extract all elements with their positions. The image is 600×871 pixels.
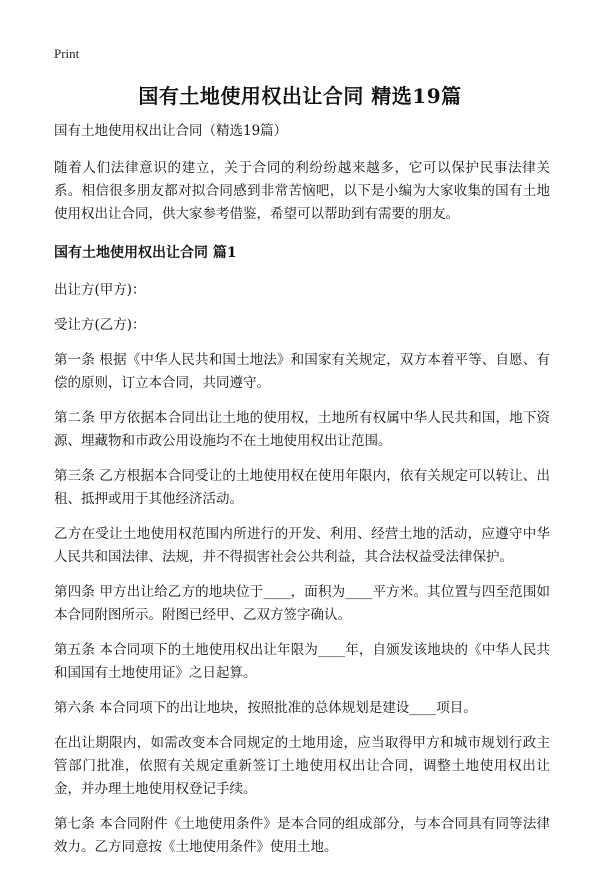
- paragraph-transferee: 受让方(乙方)：: [54, 317, 146, 333]
- paragraph-transferor: 出让方(甲方)：: [54, 282, 146, 298]
- intro-paragraph: 随着人们法律意识的建立，关于合同的利纷纷越来越多，它可以保护民事法律关系。相信很多朋友都对拟合同感到非常苦恼吧，以下是小编为大家收集的国有土地使用权出让合同，供大家参考借鉴，希望可以帮助到有需要的朋友。: [54, 160, 550, 222]
- paragraph-article-3-cont: 乙方在受让土地使用权范围内所进行的开发、利用、经营土地的活动，应遵守中华人民共和国法律、法规，并不得损害社会公共利益，其合法权益受法律保护。: [54, 526, 550, 565]
- paragraph-article-3: 第三条 乙方根据本合同受让的土地使用权在使用年限内，依有关规定可以转让、出租、抵押或用于其他经济活动。: [54, 468, 550, 507]
- paragraph-article-6-cont: 在出让期限内，如需改变本合同规定的土地用途，应当取得甲方和城市规划行政主管部门批准，依照有关规定重新签订土地使用权出让合同，调整土地使用权出让金，并办理土地使用权登记手续。: [54, 735, 550, 797]
- paragraph-article-2: 第二条 甲方依据本合同出让土地的使用权，土地所有权属中华人民共和国，地下资源、埋藏物和市政公用设施均不在土地使用权出让范围。: [54, 410, 550, 449]
- paragraph-article-1: 第一条 根据《中华人民共和国土地法》和国家有关规定，双方本着平等、自愿、有偿的原则，订立本合同，共同遵守。: [54, 352, 550, 391]
- paragraph-article-5: 第五条 本合同项下的土地使用权出让年限为____年，自颁发该地块的《中华人民共和国国有土地使用证》之日起算。: [54, 642, 550, 681]
- print-link[interactable]: Print: [54, 46, 80, 61]
- section-heading: 国有土地使用权出让合同 篇1: [54, 245, 237, 261]
- document-subtitle: 国有土地使用权出让合同（精选19篇）: [54, 123, 288, 139]
- page-title: 国有土地使用权出让合同 精选19篇: [138, 84, 462, 108]
- paragraph-article-4: 第四条 甲方出让给乙方的地块位于____，面积为____平方米。其位置与四至范围如本合同附图所示。附图已经甲、乙双方签字确认。: [54, 584, 550, 623]
- document-body: [54, 120, 550, 871]
- paragraph-article-7: 第七条 本合同附件《土地使用条件》是本合同的组成部分，与本合同具有同等法律效力。乙方同意按《土地使用条件》使用土地。: [54, 816, 550, 855]
- paragraph-article-6: 第六条 本合同项下的出让地块，按照批准的总体规划是建设____项目。: [54, 700, 477, 716]
